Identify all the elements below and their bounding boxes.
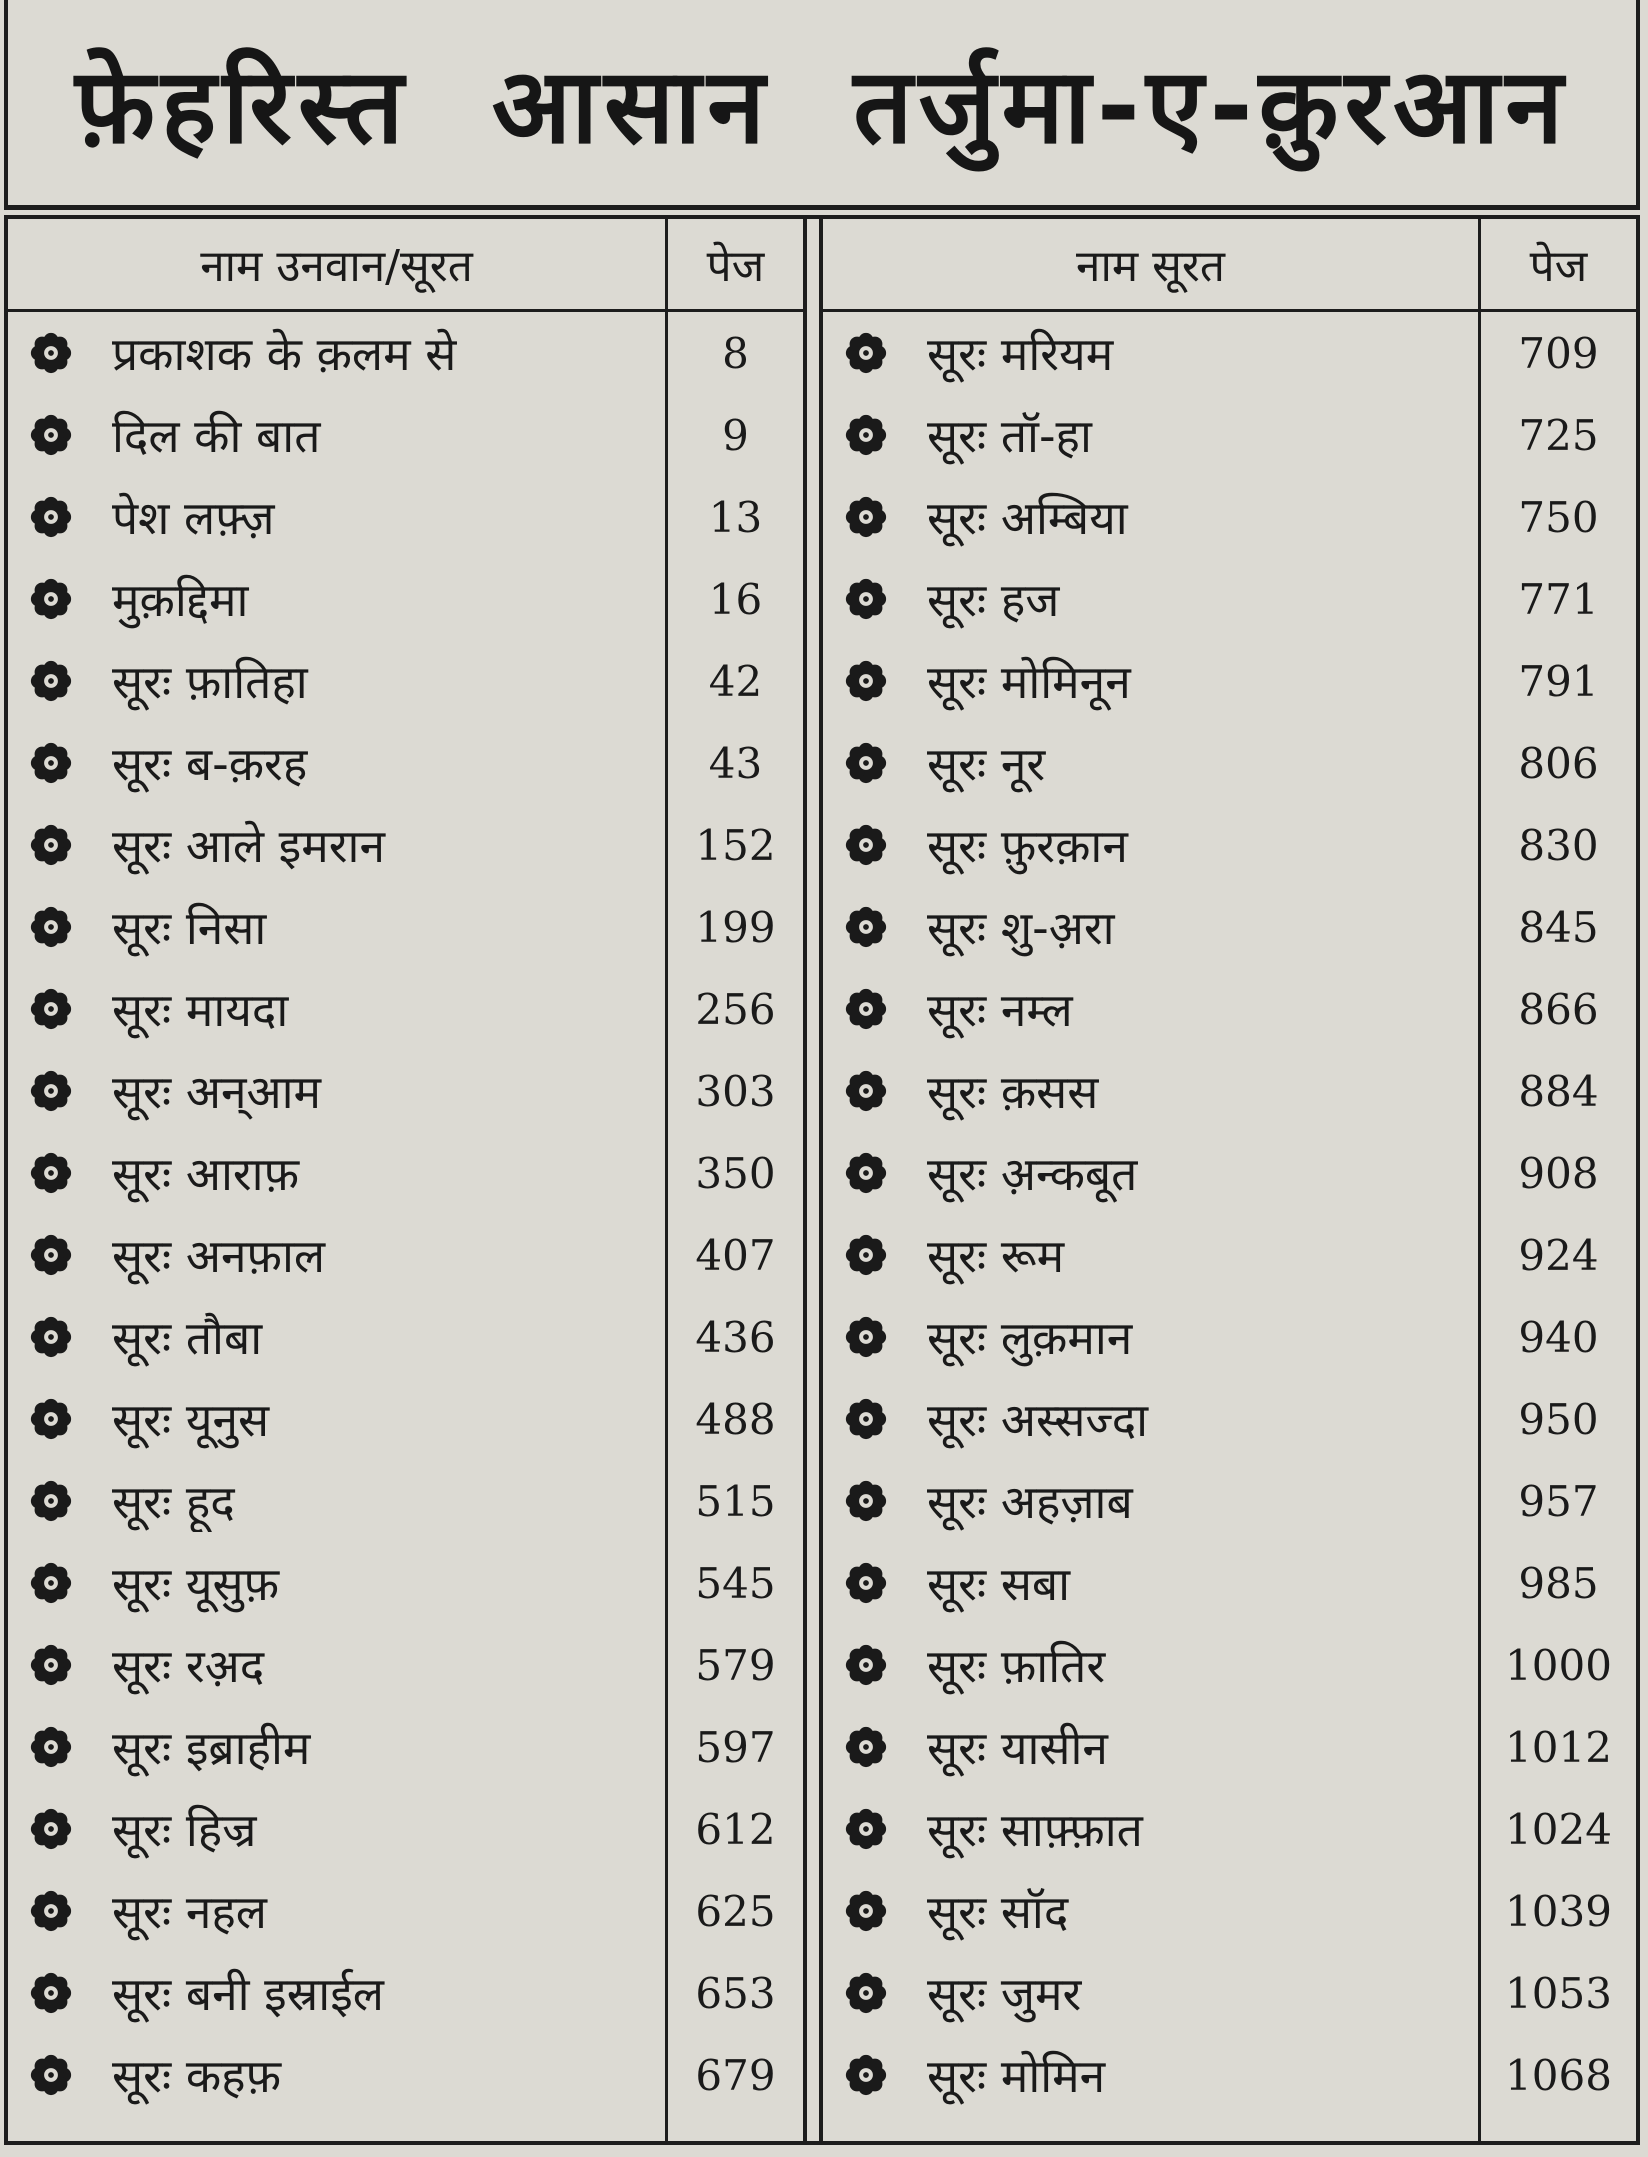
flower-bullet-icon xyxy=(843,1314,889,1360)
entry-name: सूरः मरियम xyxy=(927,327,1114,381)
entry-page-number: 436 xyxy=(695,1312,776,1362)
entry-page-number: 8 xyxy=(722,328,749,378)
entry-name: सूरः नहल xyxy=(112,1885,267,1939)
index-entry xyxy=(8,1132,803,1214)
index-entry xyxy=(823,1296,1636,1378)
entry-page-number: 750 xyxy=(1518,492,1599,542)
index-entry xyxy=(8,394,803,476)
flower-bullet-icon xyxy=(843,2052,889,2098)
index-entry xyxy=(823,1132,1636,1214)
entry-page-number: 579 xyxy=(695,1640,776,1690)
entry-page-number: 597 xyxy=(695,1722,776,1772)
flower-bullet-icon xyxy=(843,1396,889,1442)
index-table xyxy=(4,215,1640,2145)
entry-page-number: 488 xyxy=(695,1394,776,1444)
flower-bullet-icon xyxy=(843,330,889,376)
entry-page-number: 709 xyxy=(1518,328,1599,378)
entry-name: सूरः अस्सज्दा xyxy=(927,1393,1149,1447)
entry-page-number: 13 xyxy=(708,492,763,542)
index-entry xyxy=(8,1378,803,1460)
flower-bullet-icon xyxy=(28,986,74,1032)
index-entry xyxy=(8,312,803,394)
entry-page-number: 884 xyxy=(1518,1066,1599,1116)
entry-page-number: 612 xyxy=(695,1804,776,1854)
entry-name: सूरः साफ़्फ़ात xyxy=(927,1803,1143,1857)
flower-bullet-icon xyxy=(843,904,889,950)
entry-page-number: 940 xyxy=(1518,1312,1599,1362)
flower-bullet-icon xyxy=(28,494,74,540)
entry-name: सूरः हूद xyxy=(112,1475,235,1529)
entry-page-number: 924 xyxy=(1518,1230,1599,1280)
entry-name: सूरः मोमिनून xyxy=(927,655,1131,709)
index-entry xyxy=(8,886,803,968)
entry-page-number: 830 xyxy=(1518,820,1599,870)
entry-page-number: 1053 xyxy=(1505,1968,1612,2018)
index-entry xyxy=(8,558,803,640)
flower-bullet-icon xyxy=(28,1642,74,1688)
entry-name: सूरः आराफ़ xyxy=(112,1147,300,1201)
entry-name: मुक़द्दिमा xyxy=(112,573,249,627)
entry-page-number: 725 xyxy=(1518,410,1599,460)
index-entry xyxy=(823,1378,1636,1460)
entry-name: सूरः बनी इस्राईल xyxy=(112,1967,384,2021)
flower-bullet-icon xyxy=(843,986,889,1032)
index-entry xyxy=(8,1296,803,1378)
index-entry xyxy=(823,804,1636,886)
index-entry xyxy=(8,476,803,558)
entry-name: सूरः लुक़मान xyxy=(927,1311,1133,1365)
index-entry xyxy=(823,312,1636,394)
entry-page-number: 625 xyxy=(695,1886,776,1936)
entry-page-number: 1068 xyxy=(1505,2050,1612,2100)
entry-page-number: 1039 xyxy=(1505,1886,1612,1936)
entry-page-number: 806 xyxy=(1518,738,1599,788)
entry-name: सूरः सॉद xyxy=(927,1885,1069,1939)
column-divider xyxy=(803,219,823,2141)
entry-name: सूरः आले इमरान xyxy=(112,819,385,873)
entry-name: सूरः रअ़द xyxy=(112,1639,265,1693)
entry-name: सूरः फ़ातिहा xyxy=(112,655,308,709)
left-header-row xyxy=(8,219,803,312)
flower-bullet-icon xyxy=(28,330,74,376)
flower-bullet-icon xyxy=(843,494,889,540)
index-entry xyxy=(8,1788,803,1870)
entry-name: सूरः यूसुफ़ xyxy=(112,1557,280,1611)
flower-bullet-icon xyxy=(28,1478,74,1524)
entry-name: सूरः रूम xyxy=(927,1229,1065,1283)
flower-bullet-icon xyxy=(28,822,74,868)
flower-bullet-icon xyxy=(28,1806,74,1852)
entry-page-number: 407 xyxy=(695,1230,776,1280)
index-entry xyxy=(823,1542,1636,1624)
entry-name: सूरः इब्राहीम xyxy=(112,1721,311,1775)
flower-bullet-icon xyxy=(843,1970,889,2016)
entry-page-number: 42 xyxy=(708,656,763,706)
right-rows xyxy=(823,312,1636,2141)
flower-bullet-icon xyxy=(28,658,74,704)
flower-bullet-icon xyxy=(28,1396,74,1442)
index-entry xyxy=(8,1870,803,1952)
flower-bullet-icon xyxy=(28,2052,74,2098)
flower-bullet-icon xyxy=(28,576,74,622)
left-rows xyxy=(8,312,803,2141)
index-entry xyxy=(8,1050,803,1132)
entry-page-number: 16 xyxy=(708,574,763,624)
flower-bullet-icon xyxy=(28,1724,74,1770)
entry-name: सूरः नूर xyxy=(927,737,1046,791)
entry-page-number: 845 xyxy=(1518,902,1599,952)
entry-name: सूरः मायदा xyxy=(112,983,289,1037)
flower-bullet-icon xyxy=(843,1642,889,1688)
flower-bullet-icon xyxy=(843,658,889,704)
index-entry xyxy=(823,886,1636,968)
flower-bullet-icon xyxy=(843,576,889,622)
entry-name: सूरः तौबा xyxy=(112,1311,263,1365)
entry-page-number: 950 xyxy=(1518,1394,1599,1444)
flower-bullet-icon xyxy=(28,1888,74,1934)
entry-page-number: 303 xyxy=(695,1066,776,1116)
index-entry xyxy=(823,640,1636,722)
entry-page-number: 1000 xyxy=(1505,1640,1612,1690)
flower-bullet-icon xyxy=(843,1560,889,1606)
flower-bullet-icon xyxy=(843,1724,889,1770)
entry-name: सूरः हिज्र xyxy=(112,1803,257,1857)
entry-name: सूरः ब-क़रह xyxy=(112,737,308,791)
entry-name: सूरः अन्आम xyxy=(112,1065,322,1119)
entry-page-number: 866 xyxy=(1518,984,1599,1034)
index-entry xyxy=(823,2034,1636,2116)
index-entry xyxy=(8,640,803,722)
entry-name: सूरः क़सस xyxy=(927,1065,1099,1119)
entry-name: पेश लफ़्ज़ xyxy=(112,491,275,545)
index-entry xyxy=(8,1952,803,2034)
index-entry xyxy=(8,1214,803,1296)
flower-bullet-icon xyxy=(843,1150,889,1196)
entry-name: सूरः जुमर xyxy=(927,1967,1082,2021)
flower-bullet-icon xyxy=(843,822,889,868)
flower-bullet-icon xyxy=(28,1560,74,1606)
flower-bullet-icon xyxy=(843,1888,889,1934)
entry-name: प्रकाशक के क़लम से xyxy=(112,327,457,381)
entry-name: सूरः मोमिन xyxy=(927,2049,1106,2103)
index-entry xyxy=(8,1624,803,1706)
flower-bullet-icon xyxy=(28,1232,74,1278)
index-entry xyxy=(8,2034,803,2116)
entry-page-number: 908 xyxy=(1518,1148,1599,1198)
title-box xyxy=(4,0,1640,210)
entry-name: सूरः शु-अ़रा xyxy=(927,901,1115,955)
index-entry xyxy=(823,1788,1636,1870)
flower-bullet-icon xyxy=(28,412,74,458)
entry-name: सूरः फ़ुरक़ान xyxy=(927,819,1128,873)
flower-bullet-icon xyxy=(843,412,889,458)
right-header-row xyxy=(823,219,1636,312)
flower-bullet-icon xyxy=(28,740,74,786)
entry-name: सूरः कहफ़ xyxy=(112,2049,282,2103)
entry-name: सूरः फ़ातिर xyxy=(927,1639,1106,1693)
index-entry xyxy=(823,1952,1636,2034)
entry-page-number: 1012 xyxy=(1505,1722,1612,1772)
entry-name: दिल की बात xyxy=(112,409,321,463)
index-entry xyxy=(823,1050,1636,1132)
entry-page-number: 545 xyxy=(695,1558,776,1608)
entry-name: सूरः निसा xyxy=(112,901,267,955)
index-entry xyxy=(8,722,803,804)
flower-bullet-icon xyxy=(843,740,889,786)
index-entry xyxy=(823,558,1636,640)
entry-name: सूरः तॉ-हा xyxy=(927,409,1092,463)
flower-bullet-icon xyxy=(28,1314,74,1360)
flower-bullet-icon xyxy=(28,1970,74,2016)
index-entry xyxy=(823,1460,1636,1542)
entry-name: सूरः नम्ल xyxy=(927,983,1073,1037)
entry-name: सूरः हज xyxy=(927,573,1060,627)
index-entry xyxy=(823,394,1636,476)
index-entry xyxy=(8,1542,803,1624)
entry-page-number: 350 xyxy=(695,1148,776,1198)
index-entry xyxy=(823,1706,1636,1788)
index-entry xyxy=(823,722,1636,804)
entry-page-number: 791 xyxy=(1518,656,1599,706)
entry-page-number: 653 xyxy=(695,1968,776,2018)
left-header-name: नाम उनवान/सूरत xyxy=(200,241,473,292)
index-entry xyxy=(823,1870,1636,1952)
flower-bullet-icon xyxy=(843,1806,889,1852)
entry-page-number: 515 xyxy=(695,1476,776,1526)
entry-name: सूरः अम्बिया xyxy=(927,491,1128,545)
right-column xyxy=(823,219,1636,2141)
flower-bullet-icon xyxy=(28,1068,74,1114)
entry-page-number: 152 xyxy=(695,820,776,870)
right-header-name: नाम सूरत xyxy=(1076,241,1225,292)
entry-name: सूरः अनफ़ाल xyxy=(112,1229,326,1283)
entry-name: सूरः अहज़ाब xyxy=(927,1475,1133,1529)
flower-bullet-icon xyxy=(28,904,74,950)
entry-page-number: 679 xyxy=(695,2050,776,2100)
page-title: फ़ेहरिस्त आसान तर्जुमा-ए-क़ुरआन xyxy=(74,45,1570,167)
entry-page-number: 985 xyxy=(1518,1558,1599,1608)
index-entry xyxy=(823,1624,1636,1706)
index-entry xyxy=(8,968,803,1050)
right-header-page: पेज xyxy=(1478,219,1636,309)
entry-page-number: 43 xyxy=(708,738,763,788)
index-entry xyxy=(823,968,1636,1050)
flower-bullet-icon xyxy=(28,1150,74,1196)
index-entry xyxy=(823,476,1636,558)
entry-page-number: 9 xyxy=(722,410,749,460)
index-entry xyxy=(823,1214,1636,1296)
entry-name: सूरः यूनुस xyxy=(112,1393,270,1447)
entry-name: सूरः सबा xyxy=(927,1557,1071,1611)
flower-bullet-icon xyxy=(843,1232,889,1278)
entry-page-number: 771 xyxy=(1518,574,1599,624)
entry-name: सूरः अ़न्कबूत xyxy=(927,1147,1138,1201)
left-column xyxy=(8,219,803,2141)
index-entry xyxy=(8,804,803,886)
entry-page-number: 1024 xyxy=(1505,1804,1612,1854)
index-entry xyxy=(8,1706,803,1788)
flower-bullet-icon xyxy=(843,1478,889,1524)
entry-page-number: 256 xyxy=(695,984,776,1034)
flower-bullet-icon xyxy=(843,1068,889,1114)
entry-page-number: 957 xyxy=(1518,1476,1599,1526)
left-header-page: पेज xyxy=(665,219,803,309)
entry-name: सूरः यासीन xyxy=(927,1721,1108,1775)
index-entry xyxy=(8,1460,803,1542)
entry-page-number: 199 xyxy=(695,902,776,952)
